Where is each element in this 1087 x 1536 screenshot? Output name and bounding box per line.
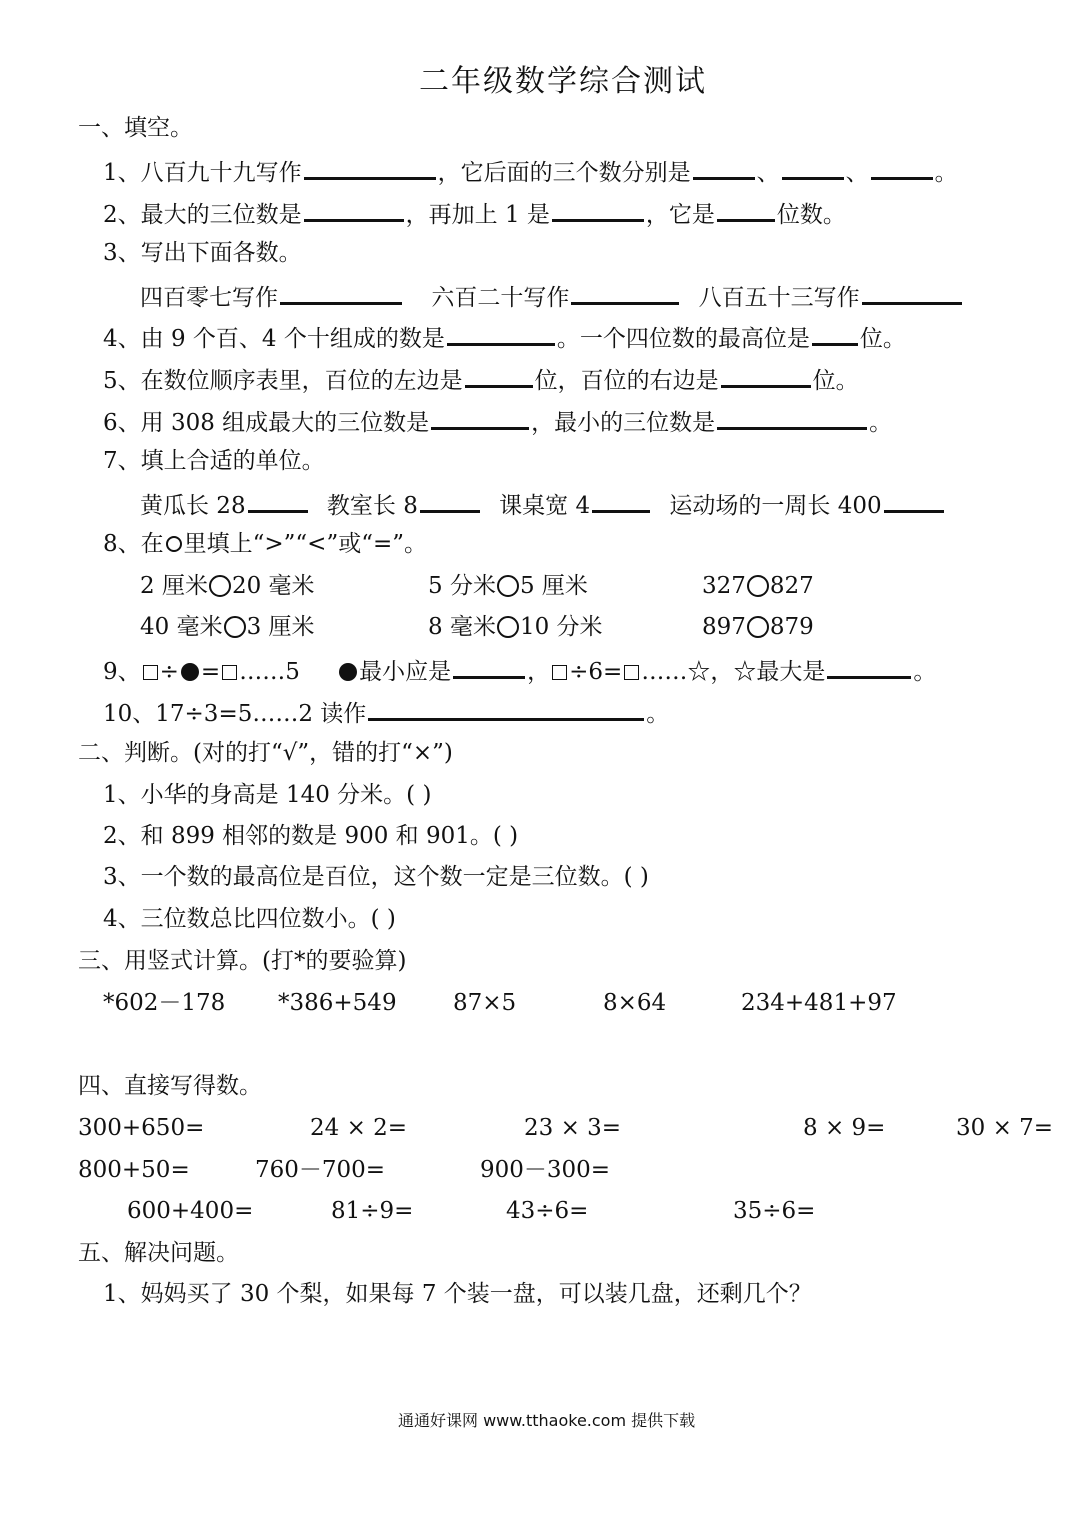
mental-item: 760－700= xyxy=(255,1157,386,1183)
answer-blank[interactable] xyxy=(453,654,525,679)
answer-blank[interactable] xyxy=(368,696,644,721)
answer-blank[interactable] xyxy=(693,155,755,180)
answer-blank[interactable] xyxy=(552,197,644,222)
compare-item: 2 厘米 20 毫米 xyxy=(140,573,315,599)
answer-blank[interactable] xyxy=(280,280,402,305)
question-1-7-row: 黄瓜长 28 教室长 8 课桌宽 4 运动场的一周长 400 xyxy=(140,488,946,521)
calc-item: *602－178 xyxy=(103,990,226,1016)
answer-blank[interactable] xyxy=(304,197,404,222)
square-icon xyxy=(143,665,158,680)
question-1-8: 8、在 里填上“>”“<”或“=”。 xyxy=(103,531,428,557)
filled-circle-icon xyxy=(181,663,199,681)
compare-circle[interactable] xyxy=(497,616,519,638)
section-4-heading: 四、直接写得数。 xyxy=(78,1073,262,1099)
answer-blank[interactable] xyxy=(884,488,944,513)
mental-item: 800+50= xyxy=(78,1157,190,1183)
answer-blank[interactable] xyxy=(571,280,679,305)
answer-blank[interactable] xyxy=(447,321,555,346)
question-1-1: 1、八百九十九写作 ，它后面的三个数分别是 、 、 。 xyxy=(103,155,958,188)
mental-item: 30 × 7= xyxy=(956,1115,1054,1141)
question-1-9: 9、 ÷ = ……5 最小应是 ， ÷6= ……☆，☆最大是 。 xyxy=(103,654,936,687)
answer-blank[interactable] xyxy=(465,363,533,388)
answer-blank[interactable] xyxy=(248,488,308,513)
calc-item: 8×64 xyxy=(603,990,667,1016)
compare-item: 8 毫米 10 分米 xyxy=(428,614,603,640)
judge-item[interactable]: 3、一个数的最高位是百位，这个数一定是三位数。( ) xyxy=(103,864,649,890)
judge-item[interactable]: 1、小华的身高是 140 分米。( ) xyxy=(103,782,432,808)
question-1-3: 3、写出下面各数。 xyxy=(103,240,302,266)
footer-text: 通通好课网 www.tthaoke.com 提供下载 xyxy=(398,1411,696,1430)
compare-circle[interactable] xyxy=(497,575,519,597)
question-1-10: 10、17÷3=5……2 读作 。 xyxy=(103,696,669,729)
answer-blank[interactable] xyxy=(717,405,867,430)
answer-blank[interactable] xyxy=(827,654,911,679)
question-1-3-row: 四百零七写作 六百二十写作 八百五十三写作 xyxy=(140,280,964,313)
answer-blank[interactable] xyxy=(420,488,480,513)
page-title: 二年级数学综合测试 xyxy=(419,64,707,99)
question-1-5: 5、在数位顺序表里，百位的左边是 位，百位的右边是 位。 xyxy=(103,363,859,396)
mental-item: 81÷9= xyxy=(331,1198,414,1224)
mental-item: 23 × 3= xyxy=(524,1115,622,1141)
calc-item: 234+481+97 xyxy=(741,990,897,1016)
compare-circle[interactable] xyxy=(747,616,769,638)
section-1-heading: 一、填空。 xyxy=(78,115,193,141)
compare-item: 5 分米 5 厘米 xyxy=(428,573,588,599)
compare-circle[interactable] xyxy=(209,575,231,597)
judge-item[interactable]: 4、三位数总比四位数小。( ) xyxy=(103,906,396,932)
square-icon xyxy=(624,665,639,680)
question-1-7: 7、填上合适的单位。 xyxy=(103,448,325,474)
section-3-heading: 三、用竖式计算。(打*的要验算) xyxy=(78,948,407,974)
mental-item: 8 × 9= xyxy=(803,1115,886,1141)
compare-item: 327 827 xyxy=(702,573,814,599)
question-1-6: 6、用 308 组成最大的三位数是 ，最小的三位数是 。 xyxy=(103,405,892,438)
answer-blank[interactable] xyxy=(721,363,811,388)
square-icon xyxy=(222,665,237,680)
compare-circle[interactable] xyxy=(224,616,246,638)
mental-item: 43÷6= xyxy=(506,1198,589,1224)
compare-item: 40 毫米 3 厘米 xyxy=(140,614,315,640)
answer-blank[interactable] xyxy=(304,155,436,180)
mental-item: 35÷6= xyxy=(733,1198,816,1224)
answer-blank[interactable] xyxy=(782,155,844,180)
compare-circle[interactable] xyxy=(747,575,769,597)
question-1-4: 4、由 9 个百、4 个十组成的数是 。一个四位数的最高位是 位。 xyxy=(103,321,906,354)
mental-item: 300+650= xyxy=(78,1115,205,1141)
answer-blank[interactable] xyxy=(592,488,650,513)
mental-item: 24 × 2= xyxy=(310,1115,408,1141)
answer-blank[interactable] xyxy=(717,197,775,222)
answer-blank[interactable] xyxy=(431,405,529,430)
circle-icon xyxy=(166,536,182,552)
answer-blank[interactable] xyxy=(812,321,858,346)
compare-item: 897 879 xyxy=(702,614,814,640)
calc-item: *386+549 xyxy=(278,990,397,1016)
answer-blank[interactable] xyxy=(871,155,933,180)
filled-circle-icon xyxy=(339,663,357,681)
question-1-2: 2、最大的三位数是 ，再加上 1 是 ，它是 位数。 xyxy=(103,197,846,230)
section-2-heading: 二、判断。(对的打“√”，错的打“×”) xyxy=(78,740,453,766)
square-icon xyxy=(552,665,567,680)
judge-item[interactable]: 2、和 899 相邻的数是 900 和 901。( ) xyxy=(103,823,519,849)
word-problem: 1、妈妈买了 30 个梨，如果每 7 个装一盘，可以装几盘，还剩几个？ xyxy=(103,1281,812,1307)
calc-item: 87×5 xyxy=(453,990,517,1016)
mental-item: 600+400= xyxy=(127,1198,254,1224)
section-5-heading: 五、解决问题。 xyxy=(78,1240,239,1266)
mental-item: 900－300= xyxy=(480,1157,611,1183)
answer-blank[interactable] xyxy=(862,280,962,305)
